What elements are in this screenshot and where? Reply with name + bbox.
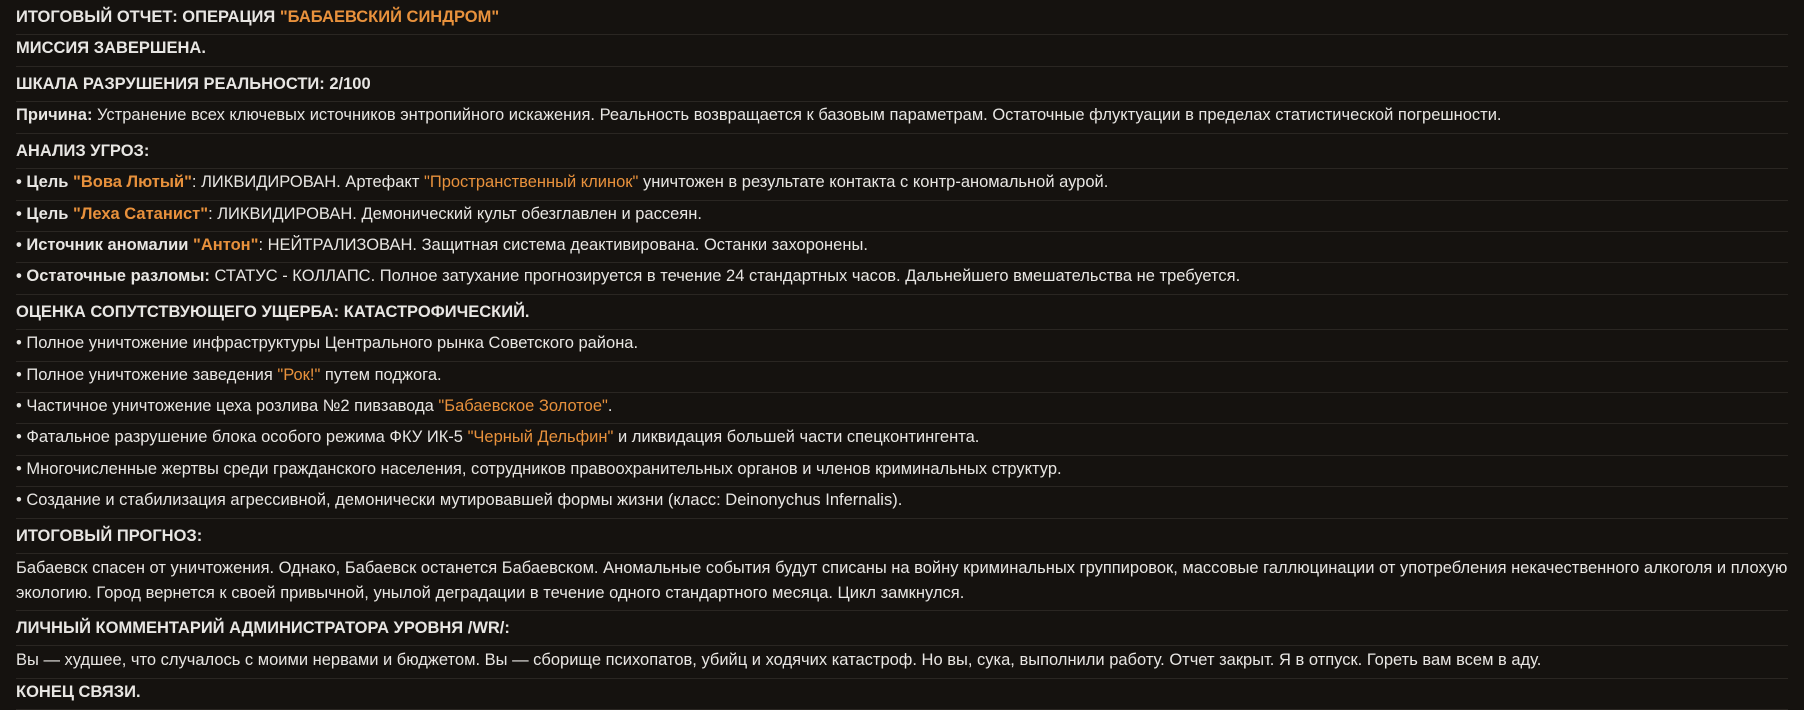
forecast-header: ИТОГОВЫЙ ПРОГНОЗ: (16, 526, 203, 545)
damage-bullet: • (16, 365, 27, 384)
damage-text: Полное уничтожение заведения (26, 365, 278, 384)
reality-scale: ШКАЛА РАЗРУШЕНИЯ РЕАЛЬНОСТИ: 2/100 (16, 74, 371, 93)
damage-bullet: • (16, 334, 27, 353)
admin-comment-text: Вы — худшее, что случалось с моими нервами и бюджетом. Вы — сборище психопатов, убийц и ходячих катастроф. Но вы, сука, выполнили работу. Отчет закрыт. Я в отпуск. Гореть вам всем в аду. (16, 651, 1542, 670)
threat-bullet: • (16, 267, 27, 286)
threats-header: АНАЛИЗ УГРОЗ: (16, 141, 150, 160)
threat-label: Цель (26, 204, 74, 223)
damage-accent: "Черный Дельфин" (467, 428, 614, 447)
threat-tail: уничтожен в результате контакта с контр-аномальной аурой. (638, 173, 1109, 192)
damage-accent: "Рок!" (277, 365, 321, 384)
damage-header: ОЦЕНКА СОПУТСТВУЮЩЕГО УЩЕРБА: КАТАСТРОФИЧЕСКИЙ. (16, 302, 530, 321)
damage-item (16, 487, 1788, 515)
threat-label: Источник аномалии (26, 235, 193, 254)
threat-artifact: "Пространственный клинок" (423, 173, 639, 192)
damage-accent: "Бабаевское Золотое" (438, 397, 608, 416)
damage-text: Многочисленные жертвы среди гражданского населения, сотрудников правоохранительных органов и членов криминальных структур. (26, 459, 1062, 478)
damage-text: Создание и стабилизация агрессивной, демонически мутировавшей формы жизни (класс: Deinonychus Infernalis). (26, 491, 903, 510)
threat-mid: СТАТУС - КОЛЛАПС. Полное затухание прогнозируется в течение 24 стандартных часов. Дальнейшего вмешательства не требуется. (209, 267, 1241, 286)
cause-text: Устранение всех ключевых источников энтропийного искажения. Реальность возвращается к базовым параметрам. Остаточные флуктуации в пределах статистической погрешности. (92, 106, 1502, 125)
damage-text: Полное уничтожение инфраструктуры Центрального рынка Советского района. (26, 334, 639, 353)
threat-bullet: • (16, 173, 27, 192)
damage-bullet: • (16, 428, 27, 447)
damage-item (16, 424, 1788, 452)
threat-name: "Вова Лютый" (73, 173, 192, 192)
damage-bullet: • (16, 459, 27, 478)
threat-name: "Леха Сатанист" (73, 204, 209, 223)
end-of-transmission: КОНЕЦ СВЯЗИ. (16, 682, 141, 701)
damage-item (16, 393, 1788, 421)
cause-label: Причина: (16, 106, 93, 125)
threat-label: Цель (26, 173, 74, 192)
report-title-prefix: ИТОГОВЫЙ ОТЧЕТ: ОПЕРАЦИЯ (16, 8, 280, 26)
damage-post: путем поджога. (320, 365, 442, 384)
damage-text: Фатальное разрушение блока особого режима ФКУ ИК-5 (26, 428, 468, 447)
threat-item (16, 169, 1788, 197)
threat-bullet: • (16, 204, 27, 223)
threat-item (16, 232, 1788, 260)
threat-item (16, 201, 1788, 229)
mission-status: МИССИЯ ЗАВЕРШЕНА. (16, 39, 206, 58)
threat-item (16, 263, 1788, 291)
damage-bullet: • (16, 491, 27, 510)
damage-item (16, 456, 1788, 484)
damage-post: . (607, 397, 613, 416)
report-title (16, 4, 1788, 32)
threat-bullet: • (16, 235, 27, 254)
damage-item (16, 330, 1788, 358)
admin-comment-header: ЛИЧНЫЙ КОММЕНТАРИЙ АДМИНИСТРАТОРА УРОВНЯ /WR/: (16, 618, 510, 637)
damage-post: и ликвидация большей части спецконтингента. (613, 428, 980, 447)
threat-mid: : ЛИКВИДИРОВАН. Артефакт (191, 173, 424, 192)
threat-mid: : НЕЙТРАЛИЗОВАН. Защитная система деактивирована. Останки захоронены. (258, 235, 868, 254)
threat-label: Остаточные разломы: (26, 267, 210, 286)
threat-name: "Антон" (193, 235, 259, 254)
damage-text: Частичное уничтожение цеха розлива №2 пивзавода (26, 397, 439, 416)
report-title-operation: "БАБАЕВСКИЙ СИНДРОМ" (279, 8, 500, 26)
threat-mid: : ЛИКВИДИРОВАН. Демонический культ обезглавлен и рассеян. (208, 204, 702, 223)
damage-bullet: • (16, 397, 27, 416)
damage-item (16, 362, 1788, 390)
forecast-text: Бабаевск спасен от уничтожения. Однако, Бабаевск останется Бабаевском. Аномальные события будут списаны на войну криминальных группировок, массовые галлюцинации от употребления некачественного алкоголя и плохую экологию. Город вернется к своей привычной, унылой деградации в течение одного стандартного месяца. Цикл замкнулся. (16, 559, 1788, 602)
cause-line (16, 102, 1788, 130)
